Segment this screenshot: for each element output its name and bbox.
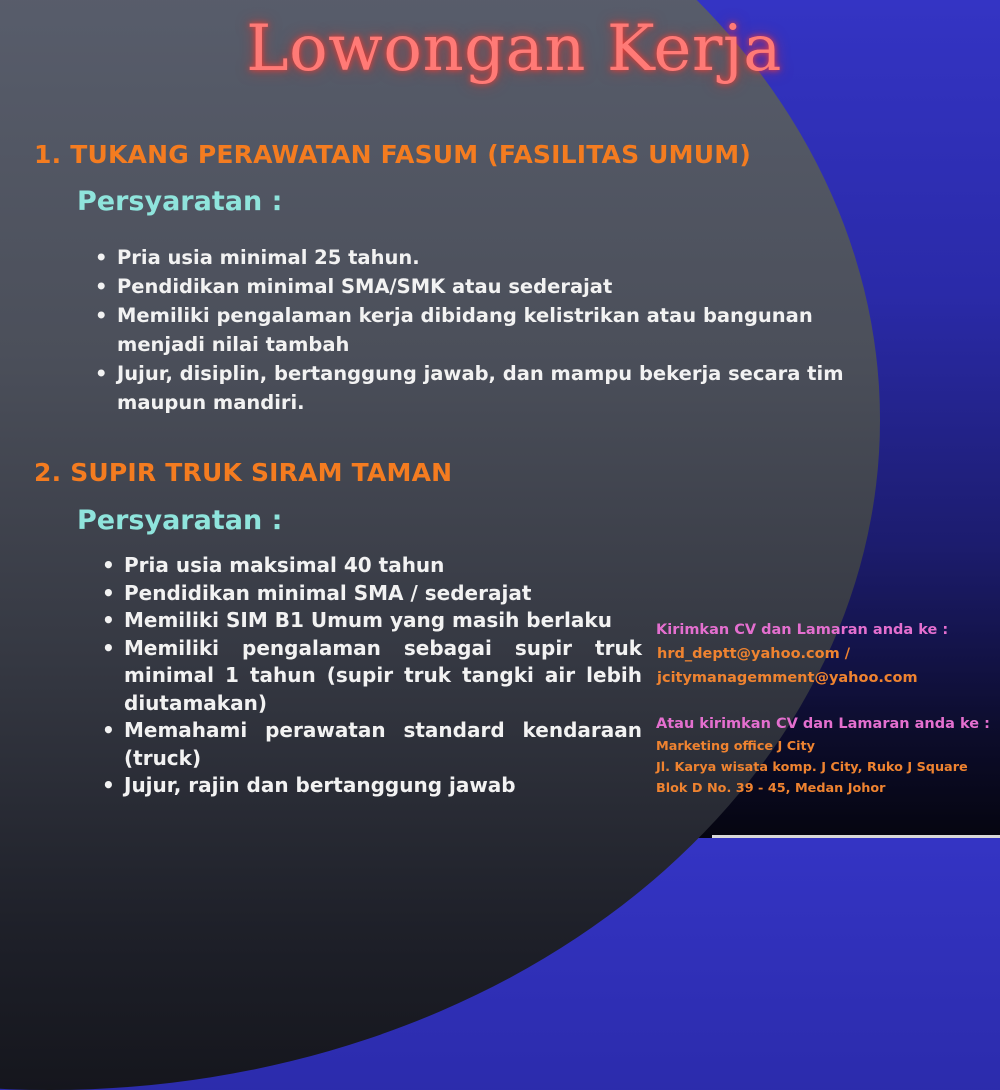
contact-email-2[interactable]: jcitymanagemment@yahoo.com (657, 670, 918, 686)
job-2-requirements-list (102, 552, 642, 800)
job-2-heading: 2. SUPIR TRUK SIRAM TAMAN (34, 458, 453, 487)
list-item (102, 580, 642, 608)
list-item (95, 243, 875, 272)
poster-title: Lowongan Kerja (246, 12, 782, 86)
contact-address-line-3: Blok D No. 39 - 45, Medan Johor (656, 781, 886, 796)
job-1-requirements-list (95, 243, 875, 417)
bullet-icon: • (95, 304, 108, 327)
bullet-icon: • (102, 608, 115, 632)
requirement-text: Memiliki SIM B1 Umum yang masih berlaku (124, 608, 612, 632)
contact-address-line-2: Jl. Karya wisata komp. J City, Ruko J Square (656, 760, 968, 775)
list-item (95, 301, 875, 359)
requirement-text: Memiliki pengalaman kerja dibidang kelistrikan atau bangunan menjadi nilai tambah (117, 304, 813, 356)
contact-email-label: Kirimkan CV dan Lamaran anda ke : (656, 622, 949, 638)
list-item (102, 772, 642, 800)
list-item (102, 635, 642, 718)
bullet-icon: • (95, 246, 108, 269)
bullet-icon: • (102, 580, 115, 605)
contact-email-1[interactable]: hrd_deptt@yahoo.com / (657, 646, 851, 662)
list-item (102, 552, 642, 580)
requirement-text: Pendidikan minimal SMA / sederajat (124, 580, 532, 605)
list-item (102, 607, 642, 635)
job-2-requirements-label: Persyaratan : (77, 505, 283, 536)
job-1-requirements-label: Persyaratan : (77, 186, 283, 217)
bullet-icon: • (102, 718, 115, 742)
bullet-icon: • (95, 275, 108, 298)
job-1-heading: 1. TUKANG PERAWATAN FASUM (FASILITAS UMUM) (34, 140, 751, 169)
list-item (95, 359, 875, 417)
requirement-text: Pria usia maksimal 40 tahun (124, 553, 445, 577)
requirement-text: Memahami perawatan standard kendaraan (truck) (124, 718, 642, 770)
contact-address-label: Atau kirimkan CV dan Lamaran anda ke : (656, 716, 990, 732)
list-item (102, 717, 642, 772)
bullet-icon: • (95, 362, 108, 385)
bullet-icon: • (102, 773, 115, 797)
contact-address-line-1: Marketing office J City (656, 739, 815, 754)
bullet-icon: • (102, 635, 115, 660)
list-item (95, 272, 875, 301)
requirement-text: Pendidikan minimal SMA/SMK atau sederajat (117, 275, 613, 298)
requirement-text: Pria usia minimal 25 tahun. (117, 246, 420, 269)
requirement-text: Jujur, rajin dan bertanggung jawab (124, 773, 516, 797)
requirement-text: Jujur, disiplin, bertanggung jawab, dan mampu bekerja secara tim maupun mandiri. (117, 362, 844, 414)
bullet-icon: • (102, 553, 115, 577)
requirement-text: Memiliki pengalaman sebagai supir truk minimal 1 tahun (supir truk tangki air lebih diutamakan) (124, 635, 642, 715)
